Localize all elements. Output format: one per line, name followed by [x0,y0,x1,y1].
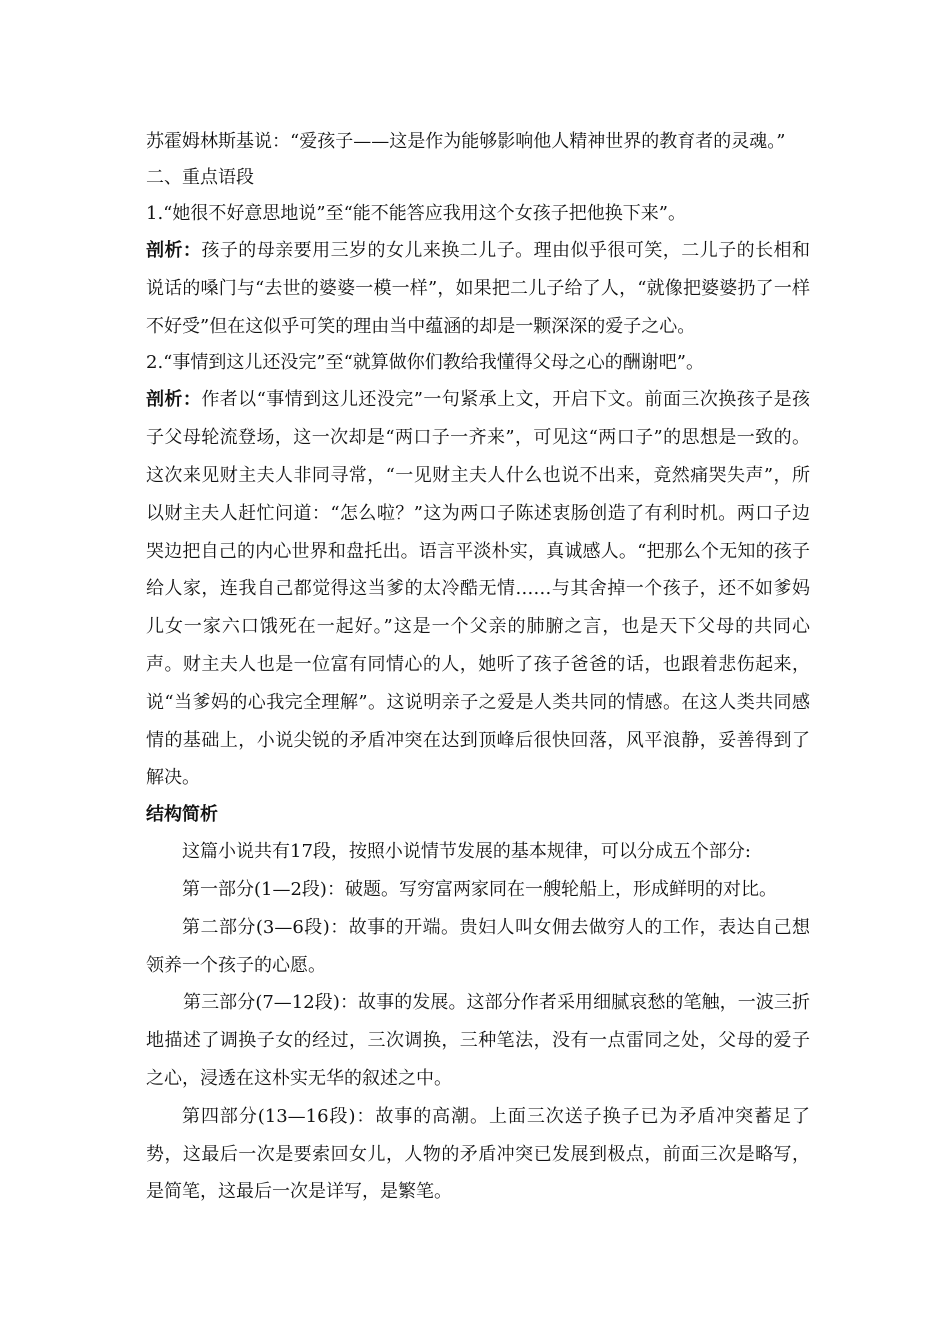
quote-line: 苏霍姆林斯基说：“爱孩子——这是作为能够影响他人精神世界的教育者的灵魂。” [146,131,786,152]
part-paragraph: 第三部分(7—12段)：故事的发展。这部分作者采用细腻哀愁的笔触，一波三折地描述了调换子女的经过，三次调换，三种笔法，没有一点雷同之处，父母的爱子之心，浸透在这朴实无华的叙述之中。 [146,992,810,1089]
passage-title-2: 2.“事情到这儿还没完”至“就算做你们教给我懂得父母之心的酬谢吧”。 [146,352,704,374]
analysis-text: 孩子的母亲要用三岁的女儿来换二儿子。理由似乎很可笑，二儿子的长相和说话的嗓门与“去世的婆婆一模一样”，如果把二儿子给了人，“就像把婆婆扔了一样不好受”但在这似乎可笑的理由当中蕴涵的却是一颗深深的爱子之心。 [146,240,811,337]
passage-title-1: 1.“她很不好意思地说”至“能不能答应我用这个女孩子把他换下来”。 [146,203,686,224]
analysis-1 [146,232,810,345]
part-paragraph: 第二部分(3—6段)：故事的开端。贵妇人叫女佣去做穷人的工作，表达自己想领养一个孩子的心愿。 [146,916,810,976]
analysis-2 [146,381,810,797]
analysis-label: 剖析： [146,240,202,261]
analysis-label: 剖析： [146,389,202,411]
structure-intro: 这篇小说共有17段，按照小说情节发展的基本规律，可以分成五个部分: [182,841,751,863]
part-paragraph: 第四部分(13—16段)：故事的高潮。上面三次送子换子已为矛盾冲突蓄足了势，这最后一次是要索回女儿，人物的矛盾冲突已发展到极点，前面三次是略写，是简笔，这最后一次是详写，是繁笔。 [146,1105,810,1203]
document-body [146,124,810,1211]
analysis-text: 作者以“事情到这儿还没完”一句紧承上文，开启下文。前面三次换孩子是孩子父母轮流登场，这一次却是“两口子一齐来”，可见这“两口子”的思想是一致的。这次来见财主夫人非同寻常，“一见财主夫人什么也说不出来，竟然痛哭失声”，所以财主夫人赶忙问道：“怎么啦？”这为两口子陈述衷肠创造了有利时机。两口子边哭边把自己的内心世界和盘托出。语言平淡朴实，真诚感人。“把那么个无知的孩子给人家，连我自己都觉得这当爹的太冷酷无情……与其舍掉一个孩子，还不如爹妈儿女一家六口饿死在一起好。”这是一个父亲的肺腑之言，也是天下父母的共同心声。财主夫人也是一位富有同情心的人，她听了孩子爸爸的话，也跟着悲伤起来，说“当爹妈的心我完全理解”。这说明亲子之爱是人类共同的情感。在这人类共同感情的基础上，小说尖锐的矛盾冲突在达到顶峰后很快回落，风平浪静，妥善得到了解决。 [146,389,811,789]
part-paragraph: 第一部分(1—2段)：破题。写穷富两家同在一艘轮船上，形成鲜明的对比。 [182,878,777,900]
section-title: 二、重点语段 [146,167,254,188]
structure-heading: 结构简析 [146,804,218,826]
